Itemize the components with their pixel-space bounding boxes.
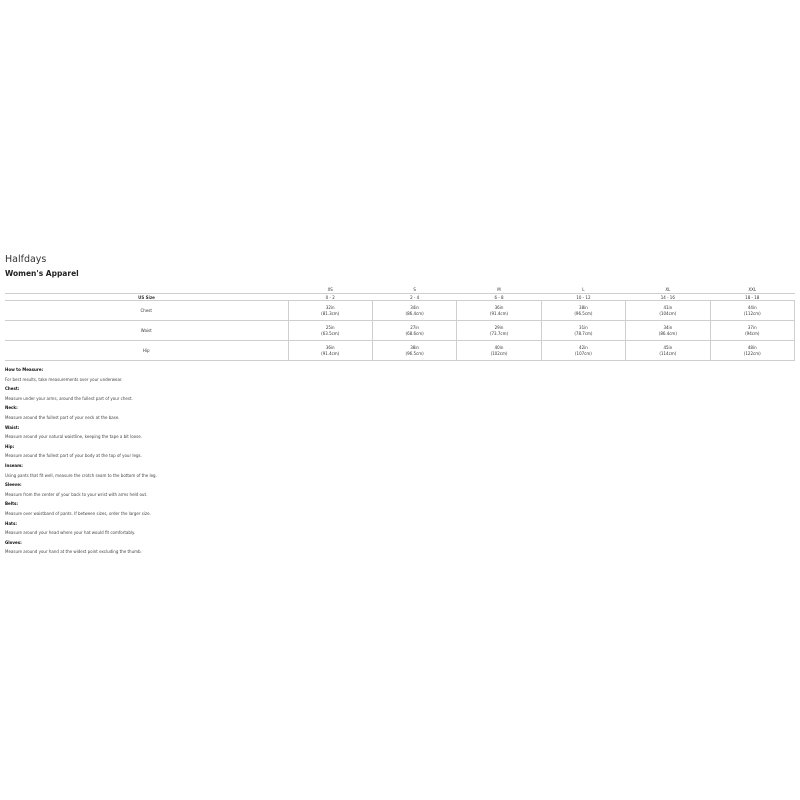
row-label: Waist bbox=[5, 321, 288, 341]
cm-value: (78.7cm) bbox=[574, 330, 593, 336]
measurement-cell bbox=[288, 341, 372, 361]
cm-value: (81.3cm) bbox=[321, 310, 340, 316]
guide-text: Measure around your head where your hat would fit comfortably. bbox=[5, 530, 136, 536]
us-size-label: US Size bbox=[5, 294, 288, 301]
cm-value: (96.5cm) bbox=[574, 310, 593, 316]
inches-value: 31in bbox=[579, 324, 588, 330]
cm-value: (96.5cm) bbox=[405, 350, 424, 356]
inches-value: 38in bbox=[579, 304, 588, 310]
us-size-value: 0 - 2 bbox=[288, 294, 372, 301]
inches-value: 36in bbox=[494, 304, 504, 310]
cm-value: (104cm) bbox=[659, 310, 677, 316]
brand-name: Halfdays bbox=[5, 254, 47, 265]
us-size-row bbox=[5, 294, 795, 301]
guide-heading: Gloves: bbox=[5, 539, 22, 545]
size-name: M bbox=[497, 286, 501, 292]
inches-value: 29in bbox=[494, 324, 504, 330]
guide-text: Measure under your arms, around the fullest part of your chest. bbox=[5, 395, 133, 401]
us-size-value: 2 - 4 bbox=[372, 294, 456, 301]
measurement-cell bbox=[710, 321, 794, 341]
measurement-cell bbox=[457, 301, 541, 321]
size-chart bbox=[5, 254, 795, 555]
inches-value: 38in bbox=[410, 344, 419, 350]
guide-heading: Neck: bbox=[5, 405, 18, 411]
cm-value: (86.4cm) bbox=[405, 310, 424, 316]
page-title: Women's Apparel bbox=[5, 269, 79, 278]
cm-value: (63.5cm) bbox=[321, 330, 340, 336]
row-label: Hip bbox=[5, 341, 288, 361]
us-size-value: 18 - 18 bbox=[710, 294, 794, 301]
guide-text: Measure around the fullest part of your body at the top of your legs. bbox=[5, 453, 142, 459]
guide-text: Measure around the fullest part of your neck at the base. bbox=[5, 414, 120, 420]
guide-text: For best results, take measurements over your underwear. bbox=[5, 376, 123, 382]
guide-text: Measure from the center of your back to your wrist with arms held out. bbox=[5, 491, 148, 497]
table-row-waist bbox=[5, 321, 795, 341]
cm-value: (86.4cm) bbox=[658, 330, 677, 336]
cm-value: (107cm) bbox=[574, 350, 592, 356]
us-size-value: 10 - 12 bbox=[541, 294, 625, 301]
guide-heading: Inseam: bbox=[5, 462, 23, 468]
inches-value: 37in bbox=[747, 324, 757, 330]
row-label: Chest bbox=[5, 301, 288, 321]
measurement-cell bbox=[288, 301, 372, 321]
inches-value: 40in bbox=[494, 344, 504, 350]
inches-value: 42in bbox=[579, 344, 588, 350]
guide-heading: Waist: bbox=[5, 424, 20, 430]
measurement-cell bbox=[541, 341, 625, 361]
cm-value: (114cm) bbox=[659, 350, 677, 356]
guide-heading: Chest: bbox=[5, 386, 20, 392]
us-size-value: 6 - 8 bbox=[457, 294, 541, 301]
measurement-cell bbox=[710, 341, 794, 361]
measurement-cell bbox=[541, 301, 625, 321]
inches-value: 34in bbox=[663, 324, 673, 330]
size-table bbox=[5, 285, 795, 361]
size-name: XL bbox=[665, 286, 671, 292]
inches-value: 44in bbox=[747, 304, 757, 310]
guide-heading: Hats: bbox=[5, 520, 17, 526]
cm-value: (91.4cm) bbox=[489, 310, 509, 316]
size-name: S bbox=[413, 286, 416, 292]
table-row-chest bbox=[5, 301, 795, 321]
inches-value: 32in bbox=[325, 304, 335, 310]
measurement-cell bbox=[457, 321, 541, 341]
measurement-cell bbox=[626, 301, 710, 321]
size-name: XXL bbox=[748, 286, 757, 292]
guide-text: Using pants that fit well, measure the crotch seam to the bottom of the leg. bbox=[5, 472, 157, 478]
measurement-cell bbox=[541, 321, 625, 341]
table-row-hip bbox=[5, 341, 795, 361]
cm-value: (102cm) bbox=[490, 350, 508, 356]
size-header-row bbox=[5, 285, 795, 294]
cm-value: (68.6cm) bbox=[405, 330, 424, 336]
measure-guide-viewport bbox=[5, 367, 795, 555]
size-name: XS bbox=[327, 286, 333, 292]
cm-value: (94cm) bbox=[745, 330, 760, 336]
header-spacer bbox=[5, 285, 288, 294]
inches-value: 34in bbox=[410, 304, 419, 310]
inches-value: 45in bbox=[663, 344, 673, 350]
inches-value: 27in bbox=[410, 324, 419, 330]
measurement-cell bbox=[372, 341, 456, 361]
measurement-cell bbox=[626, 321, 710, 341]
measurement-cell bbox=[626, 341, 710, 361]
guide-heading: Sleeve: bbox=[5, 482, 22, 488]
measurement-cell bbox=[457, 341, 541, 361]
guide-text: Measure around your hand at the widest point excluding the thumb. bbox=[5, 549, 142, 555]
cm-value: (73.7cm) bbox=[489, 330, 509, 336]
measurement-cell bbox=[372, 301, 456, 321]
guide-heading: Belts: bbox=[5, 501, 19, 507]
measurement-cell bbox=[710, 301, 794, 321]
cm-value: (112cm) bbox=[743, 310, 761, 316]
inches-value: 36in bbox=[325, 344, 335, 350]
inches-value: 48in bbox=[747, 344, 757, 350]
guide-heading: Hip: bbox=[5, 443, 15, 449]
cm-value: (91.4cm) bbox=[321, 350, 340, 356]
inches-value: 25in bbox=[325, 324, 335, 330]
cm-value: (122cm) bbox=[743, 350, 761, 356]
measurement-cell bbox=[372, 321, 456, 341]
guide-heading: How to Measure: bbox=[5, 367, 44, 372]
measurement-cell bbox=[288, 321, 372, 341]
us-size-value: 14 - 16 bbox=[626, 294, 710, 301]
size-name: L bbox=[582, 286, 585, 292]
inches-value: 41in bbox=[663, 304, 673, 310]
guide-text: Measure around your natural waistline, keeping the tape a bit loose. bbox=[5, 434, 142, 440]
guide-text: Measure over waistband of pants. If between sizes, order the larger size. bbox=[5, 510, 151, 516]
measure-guide bbox=[5, 367, 795, 554]
